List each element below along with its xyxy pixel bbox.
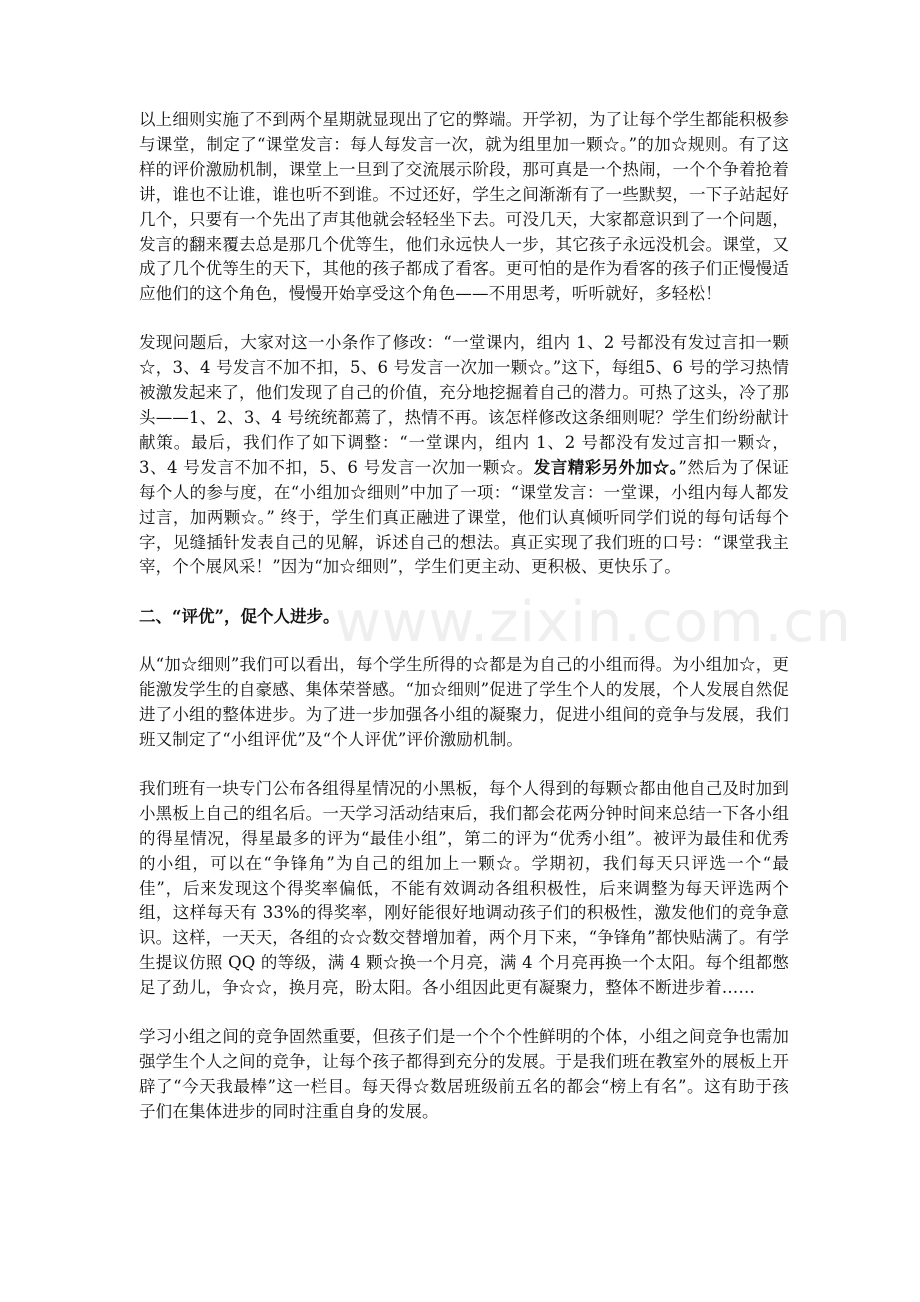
paragraph-2-text-c: ”然后为了保证每个人的参与度，在“小组加☆细则”中加了一项：“课堂发言：一堂课，小组内每人都发过言，加两颗☆。” 终于，学生们真正融进了课堂，他们认真倾听同学们说的每句话每个字，见缝插针发表自己的见解，诉述自己的想法。真正实现了我们班的口号：“课堂我主宰，个个展风采！”因为“加☆细则”，学生们更主动、更积极、更快乐了。 (139, 457, 789, 577)
paragraph-2-bold-text: 发言精彩另外加☆。 (533, 457, 679, 477)
paragraph-3: 从“加☆细则”我们可以看出，每个学生所得的☆都是为自己的小组而得。为小组加☆，更能激发学生的自豪感、集体荣誉感。“加☆细则”促进了学生个人的发展，个人发展自然促进了小组的整体进步。为了进一步加强各小组的凝聚力，促进小组间的竞争与发展，我们班又制定了“小组评优”及“个人评优”评价激励机制。 (139, 655, 789, 750)
paragraph-1: 以上细则实施了不到两个星期就显现出了它的弊端。开学初，为了让每个学生都能积极参与课堂，制定了“课堂发言：每人每发言一次，就为组里加一颗☆。”的加☆规则。有了这样的评价激励机制，课堂上一旦到了交流展示阶段，那可真是一个热闹，一个个争着抢着讲，谁也不让谁，谁也听不到谁。不过还好，学生之间渐渐有了一些默契，一下子站起好几个，只要有一个先出了声其他就会轻轻坐下去。可没几天，大家都意识到了一个问题，发言的翻来覆去总是那几个优等生，他们永远快人一步，其它孩子永远没机会。课堂，又成了几个优等生的天下，其他的孩子都成了看客。更可怕的是作为看客的孩子们正慢慢适应他们的这个角色，慢慢开始享受这个角色——不用思考，听听就好，多轻松！ (139, 110, 789, 304)
section-heading: 二、“评优”，促个人进步。 (139, 607, 340, 627)
paragraph-2 (139, 331, 789, 580)
document-page (139, 108, 789, 1149)
paragraph-4: 我们班有一块专门公布各组得星情况的小黑板，每个人得到的每颗☆都由他自己及时加到小黑板上自己的组名后。一天学习活动结束后，我们都会花两分钟时间来总结一下各小组的得星情况，得星最多的评为“最佳小组”，第二的评为“优秀小组”。被评为最佳和优秀的小组，可以在“争锋角”为自己的组加上一颗☆。学期初，我们每天只评选一个“最佳”，后来发现这个得奖率偏低，不能有效调动各组积极性，后来调整为每天评选两个组，这样每天有 33%的得奖率，刚好能很好地调动孩子们的积极性，激发他们的竞争意识。这样，一天天，各组的☆☆数交替增加着，两个月下来，“争锋角”都快贴满了。有学生提议仿照 QQ 的等级，满 4 颗☆换一个月亮，满 4 个月亮再换一个太阳。每个组都憋足了劲儿，争☆☆，换月亮，盼太阳。各小组因此更有凝聚力，整体不断进步着…… (139, 778, 789, 998)
paragraph-2-text-a: 发现问题后，大家对这一小条作了修改：“一堂课内，组内 1、2 号都没有发过言扣一颗☆，3、4 号发言不加不扣，5、6 号发言一次加一颗☆。”这下，每组5、6 号的学习热情被激发起来了，他们发现了自己的价值，充分地挖掘着自己的潜力。可热了这头，冷了那头——1、2、3、4 号统统都蔫了，热情不再。该怎样修改这条细则呢？学生们纷纷献计献策。最后，我们作了如下调整：“一堂课内，组内 1、2 号都没有发过言扣一颗☆，3、4 号发言不加不扣，5、6 号发言一次加一颗☆。 (139, 333, 789, 477)
watermark: www.zixin.com.cn (335, 590, 852, 655)
paragraph-5: 学习小组之间的竞争固然重要，但孩子们是一个个个性鲜明的个体，小组之间竞争也需加强学生个人之间的竞争，让每个孩子都得到充分的发展。于是我们班在教室外的展板上开辟了“今天我最棒”这一栏目。每天得☆数居班级前五名的都会“榜上有名”。这有助于孩子们在集体进步的同时注重自身的发展。 (139, 1027, 789, 1121)
